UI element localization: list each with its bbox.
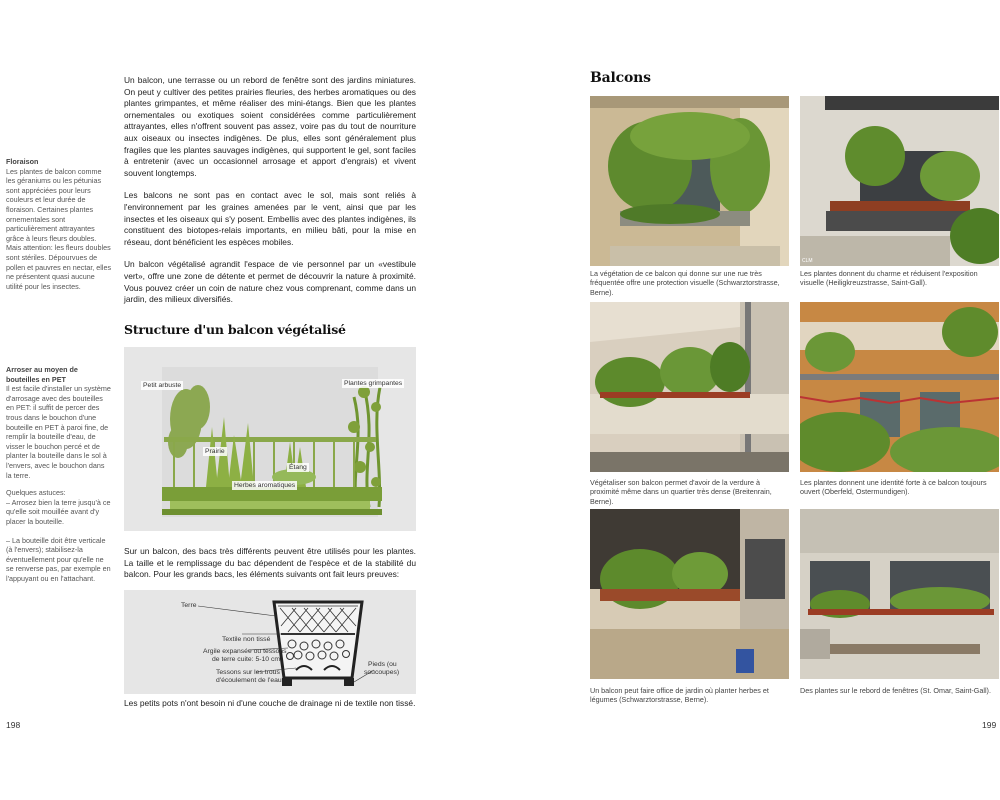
paragraph: Les petits pots n'ont besoin ni d'une couche de drainage ni de textile non tissé. [124,698,416,708]
sidenote-title: Floraison [6,157,39,166]
sidenote-title: Arroser au moyen de bouteilles en PET [6,365,78,384]
photo-caption: Végétaliser son balcon permet d'avoir de la verdure à proximité même dans un quartier très dense (Breitenrain, Berne). [590,478,772,506]
balcony-photo-oberfeld [800,302,999,472]
label-soil: Terre [181,602,197,609]
photo-caption: Les plantes donnent une identité forte à ce balcon toujours ouvert (Oberfeld, Ostermundigen). [800,478,987,497]
photo-credit: CLM [802,258,813,264]
balcony-photo-breitenrain [590,302,789,472]
paragraph: Un balcon végétalisé agrandit l'espace de vie personnel par un «vestibule vert», offre une zone de détente et permet de découvrir la nature à proximité. Vous pouvez créer un coin de nature chez vous comprenant, comme dans un jardin, des milieux diversifiés. [124,259,416,305]
sidenote-tip: – Arrosez bien la terre jusqu'à ce qu'elle soit mouillée avant d'y placer la bouteille. [6,497,111,526]
planter-cross-section-diagram [124,590,416,694]
sidenote-text: Les plantes de balcon comme les géraniums ou les pétunias sont appréciées pour leurs couleurs et leur durée de floraison. Certaines plantes ornementales sont particulièrement attrayantes grâce à leurs fleurs doubles. Mais attention: les fleurs doubles sont stériles. Dépourvues de pollen et pauvres en nectar, elles ne présentent quasi aucune utilité pour les insectes. [6,166,112,291]
paragraph: Les balcons ne sont pas en contact avec le sol, mais sont reliés à l'environnement par les graines amenées par le vent, ainsi que par les insectes et les oiseaux qui s'y posent. Embellis avec des plantes indigènes, ils constituent des biotopes-relais importants, en milieu bâti, pour la mise en réseau, dont bénéficient les espèces mobiles. [124,190,416,247]
label-meadow: Prairie [205,448,225,455]
sidenote-text: Il est facile d'installer un système d'arrosage avec des bouteilles en PET: il suffit de percer des trous dans le bouchon d'une bouteille en PET à paroi fine, de remplir la bouteille d'eau, de visser le bouchon percé et de planter la bouteille dans le sol à l'envers, avec le bouchon dans la terre. [6,384,111,480]
sidenote-pet-bottles [6,365,112,583]
photo-caption: La végétation de ce balcon qui donne sur une rue très fréquentée offre une protection visuelle (Schwarztorstrasse, Berne). [590,269,780,297]
balcony-photo-vegetable-garden [590,509,789,679]
label-climbing-plants: Plantes grimpantes [344,380,403,387]
balcony-photo-st-omar [800,509,999,679]
label-shards-line2: d'écoulement de l'eau [216,677,282,684]
balcony-structure-diagram [124,347,416,531]
label-pond: Étang [289,464,307,471]
sidenote-floraison [6,157,112,291]
label-feet-line1: Pieds (ou [368,661,397,668]
paragraph: Sur un balcon, des bacs très différents peuvent être utilisés pour les plantes. La taille et le remplissage du bac dépendent de l'espèce et de la stabilité du balcon. Pour les grands bacs, les éléments suivants ont fait leurs preuves: [124,546,416,580]
page-number-left: 198 [6,720,21,730]
label-small-shrub: Petit arbuste [143,382,182,389]
label-clay-line1: Argile expansée ou tessons [203,648,287,655]
label-clay-line2: de terre cuite: 5-10 cm [212,656,280,663]
page-heading: Balcons [590,70,651,86]
section-heading: Structure d'un balcon végétalisé [124,322,346,337]
label-feet-line2: soucoupes) [364,669,400,676]
paragraph: Un balcon, une terrasse ou un rebord de fenêtre sont des jardins miniatures. On peut y cultiver des petites prairies fleuries, des herbes aromatiques ou des plantes grimpantes, et même réaliser des mini-étangs. Bien que les plantes ornementales ou exotiques soient considérées comme particulièrement attrayantes, elles n'offrent souvent pas assez, voire pas du tout de nourriture aux oiseaux ou insectes indigènes. De plus, elles sont généralement plus fragiles que les plantes sauvages indigènes, qui supportent le gel, sont faciles à entretenir (avec un occasionnel arrosage et apport d'engrais) et vivent souvent longtemps. [124,75,416,178]
main-text [124,75,416,317]
label-textile: Textile non tissé [222,636,271,643]
photo-caption: Un balcon peut faire office de jardin où planter herbes et légumes (Schwarztorstrasse, Berne). [590,686,769,705]
sidenote-tips-title: Quelques astuces: [6,488,66,498]
label-shards-line1: Tessons sur les trous [216,669,280,676]
balcony-photo-heiligkreuzstrasse [800,96,999,266]
balcony-illustration [124,347,416,531]
photo-caption: Des plantes sur le rebord de fenêtres (St. Omar, Saint-Gall). [800,686,991,695]
label-herbs: Herbes aromatiques [234,482,296,489]
balcony-photo-schwarztorstrasse [590,96,789,266]
page-number-right: 199 [982,720,997,730]
sidenote-tip: – La bouteille doit être verticale (à l'envers); stabilisez-la éventuellement pour qu'elle ne se renverse pas, par exemple en l'appuyant ou en l'attachant. [6,535,111,583]
photo-caption: Les plantes donnent du charme et réduisent l'exposition visuelle (Heiligkreuzstrasse, Saint-Gall). [800,269,978,288]
